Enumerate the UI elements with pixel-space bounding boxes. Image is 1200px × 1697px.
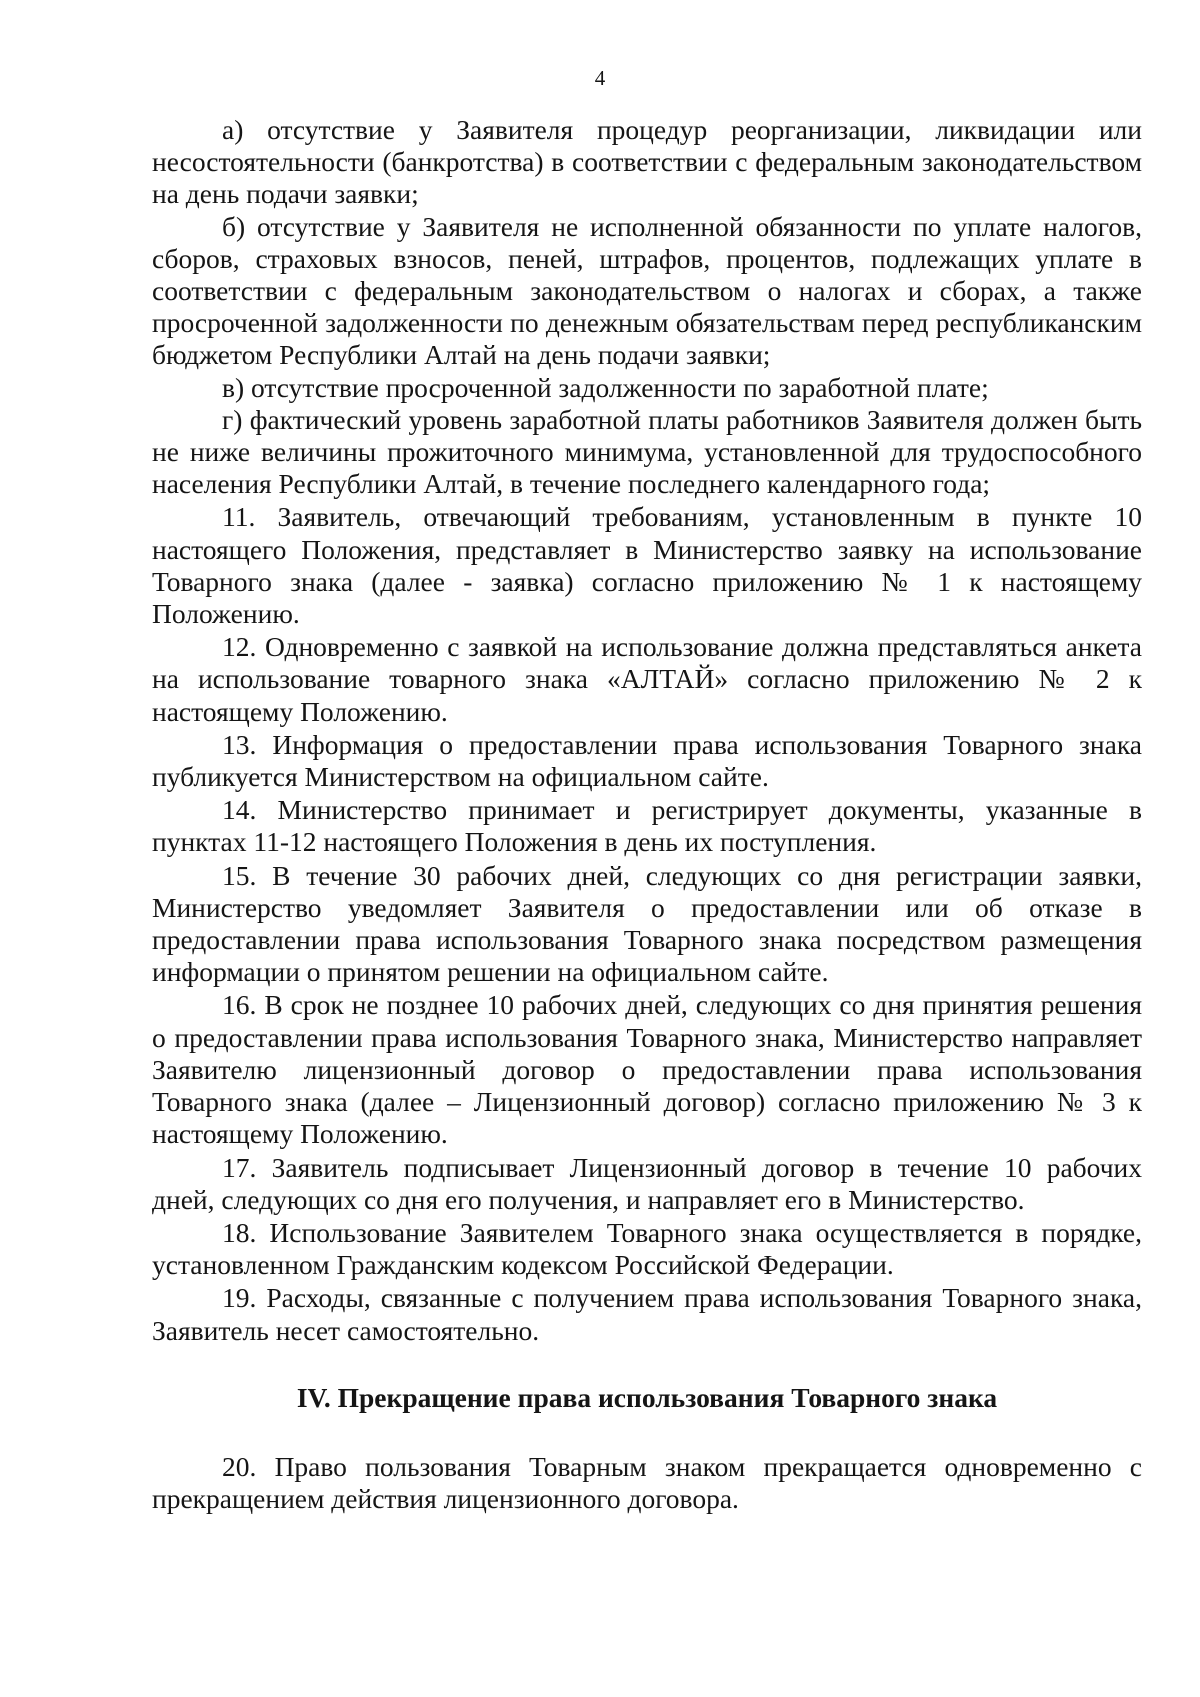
paragraph-13: 13. Информация о предоставлении права использования Товарного знака публикуется Министерством на официальном сайте.: [152, 728, 1142, 793]
paragraph-10b: б) отсутствие у Заявителя не исполненной обязанности по уплате налогов, сборов, страховых взносов, пеней, штрафов, процентов, подлежащих уплате в соответствии с федеральным законодательством о налогах и сборах, а также просроченной задолженности по денежным обязательствам перед республиканским бюджетом Республики Алтай на день подачи заявки;: [152, 210, 1142, 371]
paragraph-20: 20. Право пользования Товарным знаком прекращается одновременно с прекращением действия лицензионного договора.: [152, 1450, 1142, 1514]
paragraph-15: 15. В течение 30 рабочих дней, следующих со дня регистрации заявки, Министерство уведомляет Заявителя о предоставлении или об отказе в предоставлении права использования Товарного знака посредством размещения информации о принятом решении на официальном сайте.: [152, 859, 1142, 988]
paragraph-12: 12. Одновременно с заявкой на использование должна представляться анкета на использование товарного знака «АЛТАЙ» согласно приложению № 2 к настоящему Положению.: [152, 631, 1142, 727]
paragraph-11: 11. Заявитель, отвечающий требованиям, установленным в пункте 10 настоящего Положения, представляет в Министерство заявку на использование Товарного знака (далее - заявка) согласно приложению № 1 к настоящему Положению.: [152, 501, 1142, 630]
paragraph-14: 14. Министерство принимает и регистрирует документы, указанные в пунктах 11-12 настоящего Положения в день их поступления.: [152, 794, 1142, 858]
section-heading: IV. Прекращение права использования Товарного знака: [296, 1381, 998, 1413]
paragraph-10a: а) отсутствие у Заявителя процедур реорганизации, ликвидации или несостоятельности (банкротства) в соответствии с федеральным законодательством на день подачи заявки;: [152, 114, 1142, 210]
paragraph-17: 17. Заявитель подписывает Лицензионный договор в течение 10 рабочих дней, следующих со дня его получения, и направляет его в Министерство.: [152, 1151, 1142, 1215]
paragraph-19: 19. Расходы, связанные с получением права использования Товарного знака, Заявитель несет самостоятельно.: [152, 1282, 1142, 1346]
paragraph-10v: в) отсутствие просроченной задолженности по заработной плате;: [222, 371, 989, 403]
paragraph-10g: г) фактический уровень заработной платы работников Заявителя должен быть не ниже величины прожиточного минимума, установленной для трудоспособного населения Республики Алтай, в течение последнего календарного года;: [152, 403, 1142, 500]
page-number: 4: [594, 66, 606, 90]
paragraph-16: 16. В срок не позднее 10 рабочих дней, следующих со дня принятия решения о предоставлении права использования Товарного знака, Министерство направляет Заявителю лицензионный договор о предоставлении права использования Товарного знака (далее – Лицензионный договор) согласно приложению № 3 к настоящему Положению.: [152, 989, 1142, 1150]
paragraph-18: 18. Использование Заявителем Товарного знака осуществляется в порядке, установленном Гражданским кодексом Российской Федерации.: [152, 1216, 1142, 1281]
document-body: [152, 114, 1142, 1515]
